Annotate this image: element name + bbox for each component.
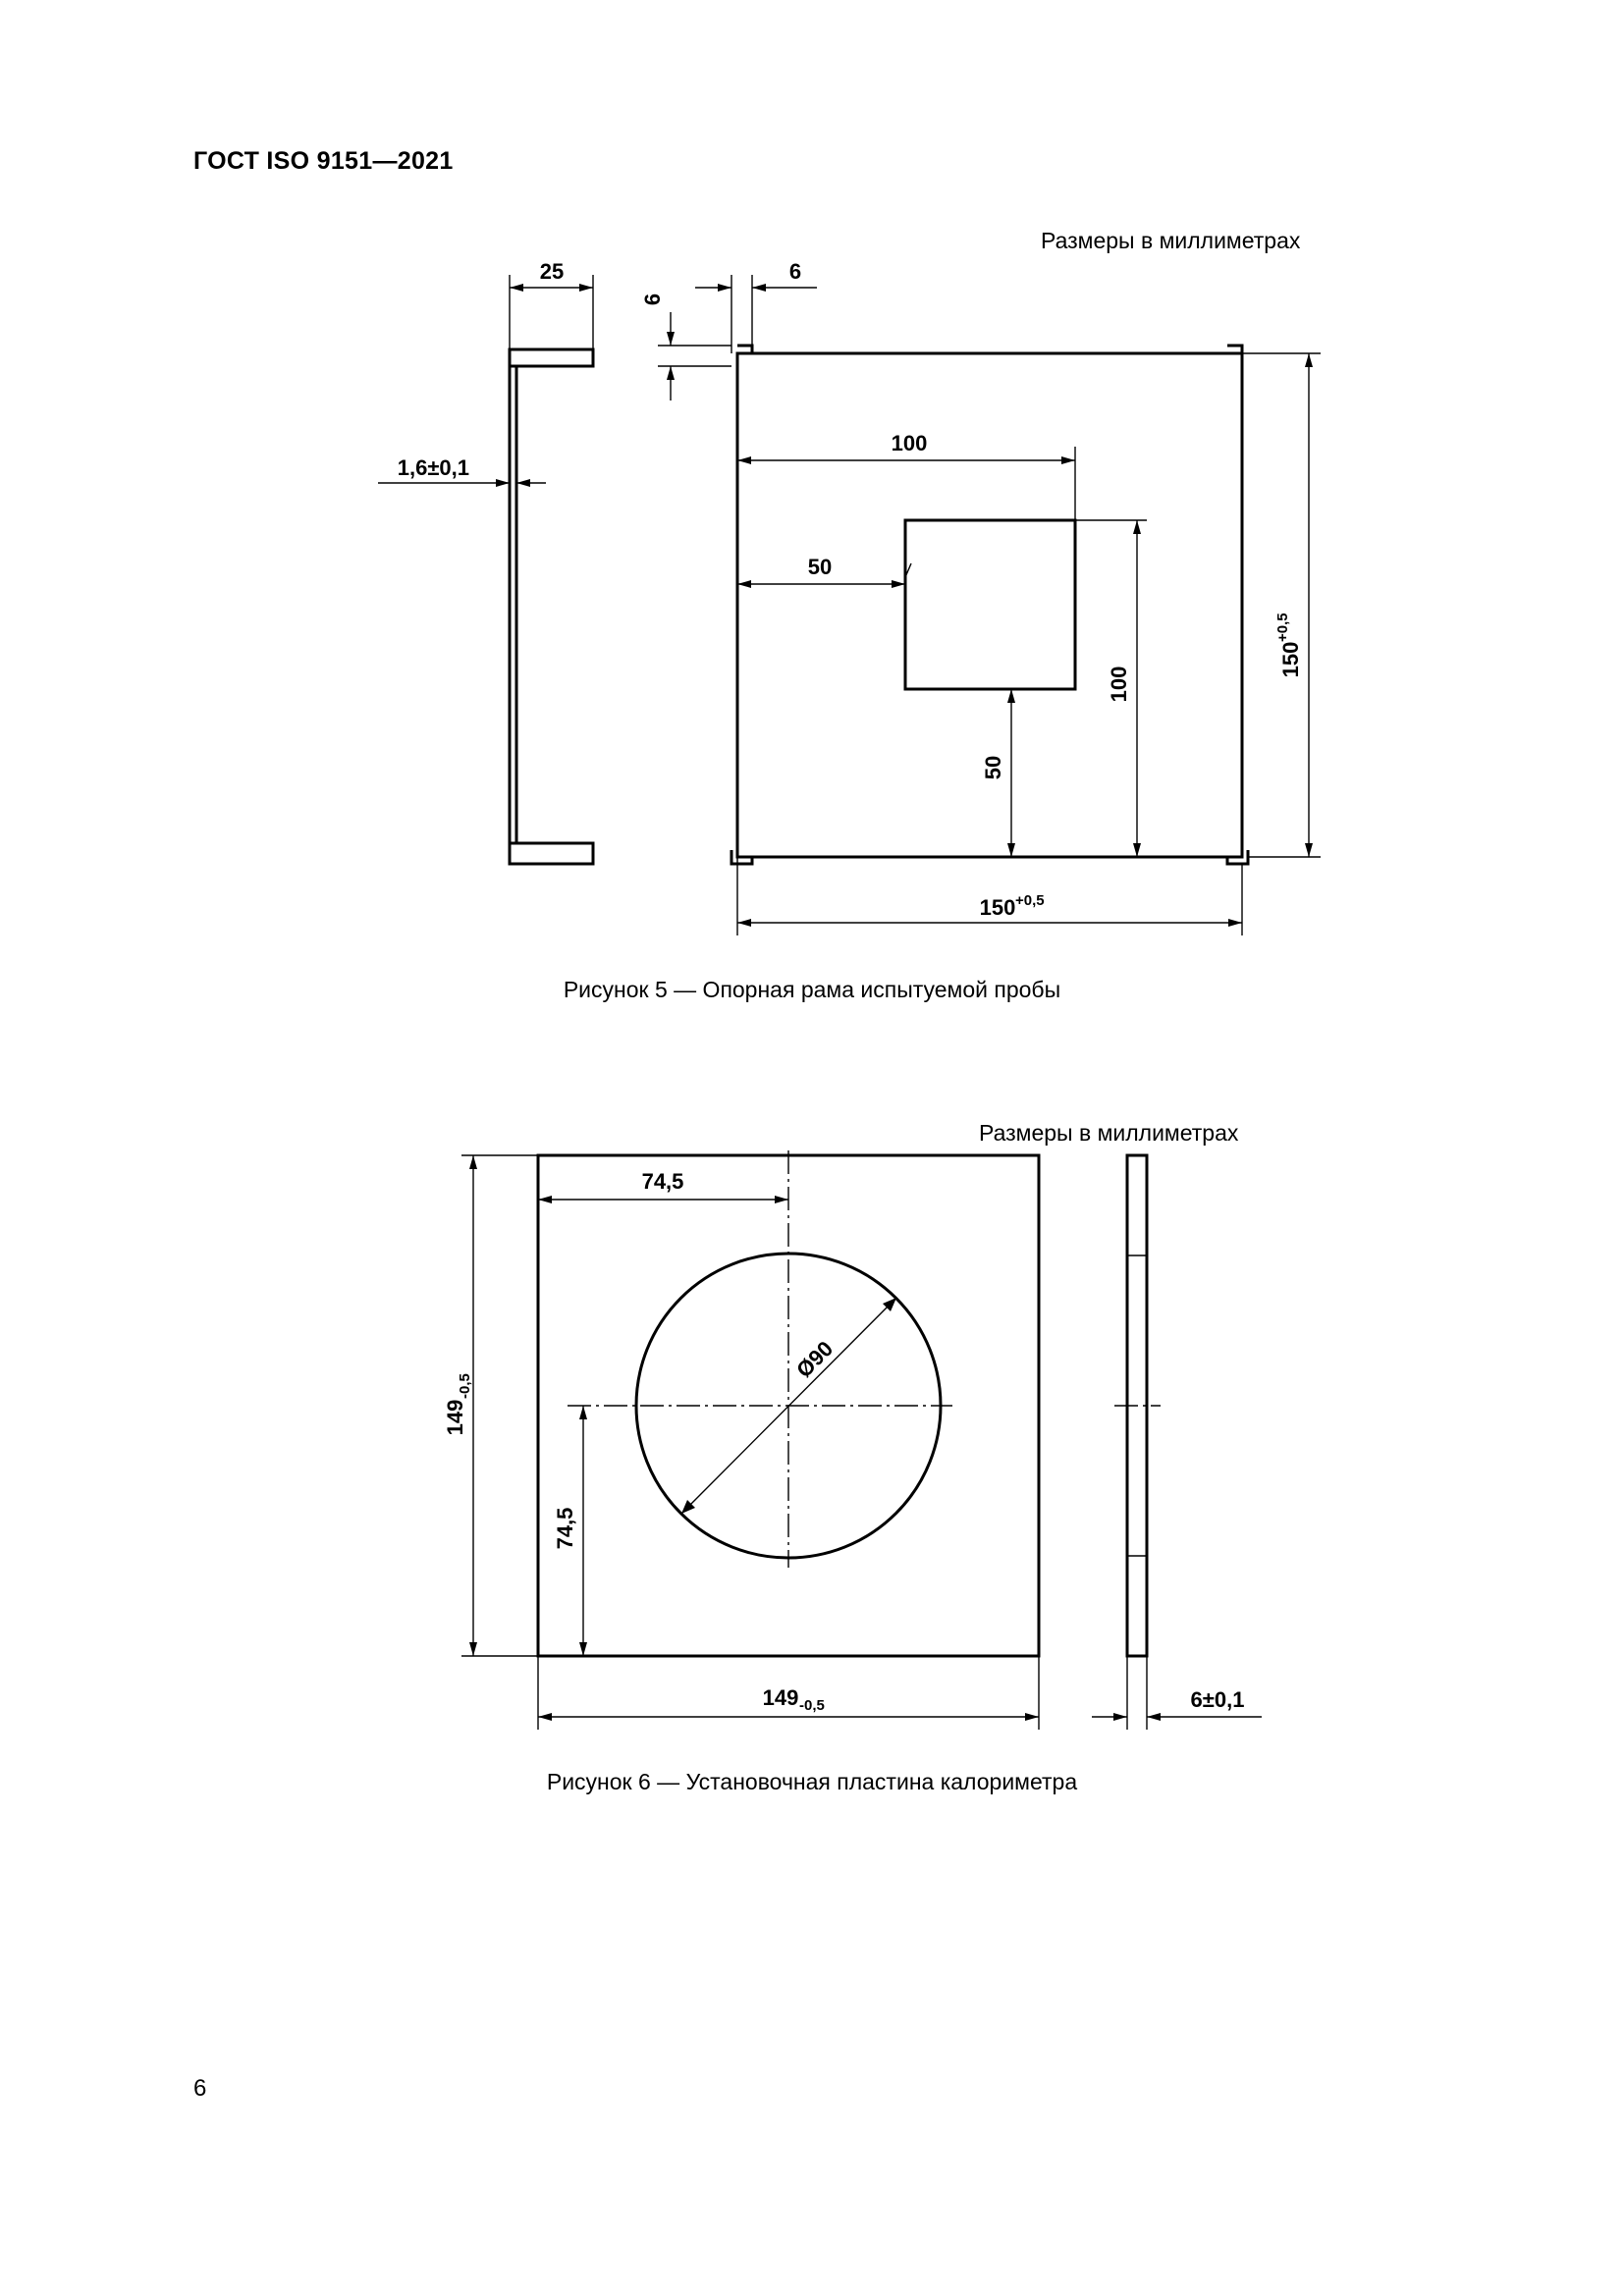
dim-opening-width-offset: 100 (891, 431, 928, 455)
dim-diameter: Ø90 (791, 1336, 839, 1383)
dim-plate-height-tol: -0,5 (457, 1373, 473, 1399)
dim-tab-width: 6 (788, 259, 802, 284)
dim-opening-left-offset: 50 (807, 555, 833, 579)
dim-center-y: 74,5 (553, 1507, 577, 1550)
dim-frame-width-value: 150 (979, 895, 1016, 920)
dim-frame-height-tol: +0,5 (1274, 613, 1291, 642)
figure6-caption: Рисунок 6 — Установочная пластина калориметра (546, 1769, 1078, 1794)
dim-plate-height (443, 1373, 473, 1435)
dim-center-x: 74,5 (641, 1169, 684, 1194)
dim-plate-height-value: 149 (443, 1399, 467, 1436)
figure6-units-note: Размеры в миллиметрах (979, 1120, 1239, 1146)
page-number: 6 (193, 2075, 207, 2102)
dim-opening-height-offset: 100 (1107, 666, 1131, 703)
figure5-units-note: Размеры в миллиметрах (1041, 228, 1301, 253)
figure6-side-view (1092, 1155, 1262, 1730)
figure6-front-view (461, 1150, 1039, 1730)
dim-plate-width-value: 149 (762, 1685, 799, 1710)
dim-opening-bottom-offset: 50 (981, 755, 1005, 780)
dim-frame-height-value: 150 (1278, 641, 1303, 678)
dim-thickness: 1,6±0,1 (397, 455, 469, 480)
dim-plate-thickness: 6±0,1 (1190, 1687, 1245, 1712)
document-header: ГОСТ ISO 9151—2021 (193, 147, 454, 175)
dim-tab-height: 6 (640, 293, 665, 306)
dim-frame-width-tol: +0,5 (1015, 892, 1045, 909)
figure5-caption: Рисунок 5 — Опорная рама испытуемой пробы (563, 977, 1061, 1002)
dim-plate-width-tol: -0,5 (799, 1697, 825, 1714)
dim-flange-width: 25 (539, 259, 565, 284)
